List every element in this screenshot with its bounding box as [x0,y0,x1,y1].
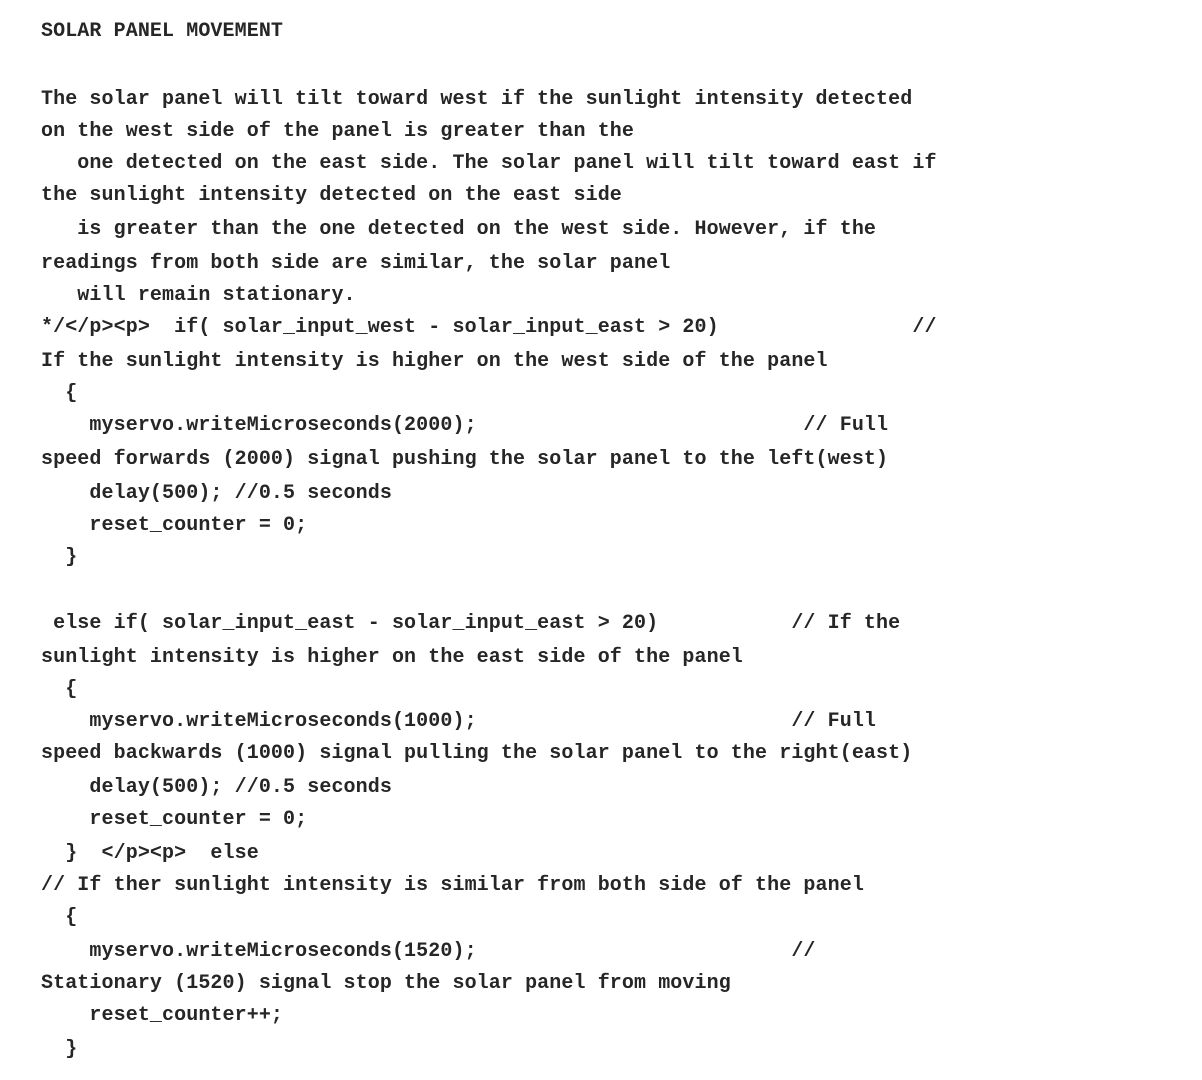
text-line: on the west side of the panel is greater than the [41,120,634,143]
code-line: myservo.writeMicroseconds(1000); // Full [41,710,877,733]
code-line: { [41,382,78,405]
code-line: reset_counter = 0; [41,808,308,831]
code-line: { [41,906,78,929]
code-line: delay(500); //0.5 seconds [41,482,392,505]
code-line: else if( solar_input_east - solar_input_east > 20) // If the [41,612,901,635]
text-line: The solar panel will tilt toward west if the sunlight intensity detected [41,88,913,111]
code-line: */</p><p> if( solar_input_west - solar_input_east > 20) // [41,316,937,339]
comment-line: speed backwards (1000) signal pulling the solar panel to the right(east) [41,742,913,765]
comment-line: speed forwards (2000) signal pushing the solar panel to the left(west) [41,448,889,471]
text-line: one detected on the east side. The solar panel will tilt toward east if [41,152,937,175]
code-line: } [41,1038,78,1061]
code-line: { [41,678,78,701]
document-title: SOLAR PANEL MOVEMENT [41,20,284,43]
text-line: is greater than the one detected on the west side. However, if the [41,218,877,241]
code-line: reset_counter++; [41,1004,284,1027]
code-line: } </p><p> else [41,842,259,865]
text-line: readings from both side are similar, the solar panel [41,252,671,275]
code-line: reset_counter = 0; [41,514,308,537]
code-line: } [41,546,78,569]
text-line: will remain stationary. [41,284,356,307]
code-line: myservo.writeMicroseconds(2000); // Full [41,414,889,437]
text-line: the sunlight intensity detected on the east side [41,184,622,207]
comment-line: // If ther sunlight intensity is similar from both side of the panel [41,874,864,897]
code-line: myservo.writeMicroseconds(1520); // [41,940,816,963]
comment-line: If the sunlight intensity is higher on the west side of the panel [41,350,828,373]
comment-line: sunlight intensity is higher on the east side of the panel [41,646,743,669]
code-line: delay(500); //0.5 seconds [41,776,392,799]
comment-line: Stationary (1520) signal stop the solar panel from moving [41,972,731,995]
